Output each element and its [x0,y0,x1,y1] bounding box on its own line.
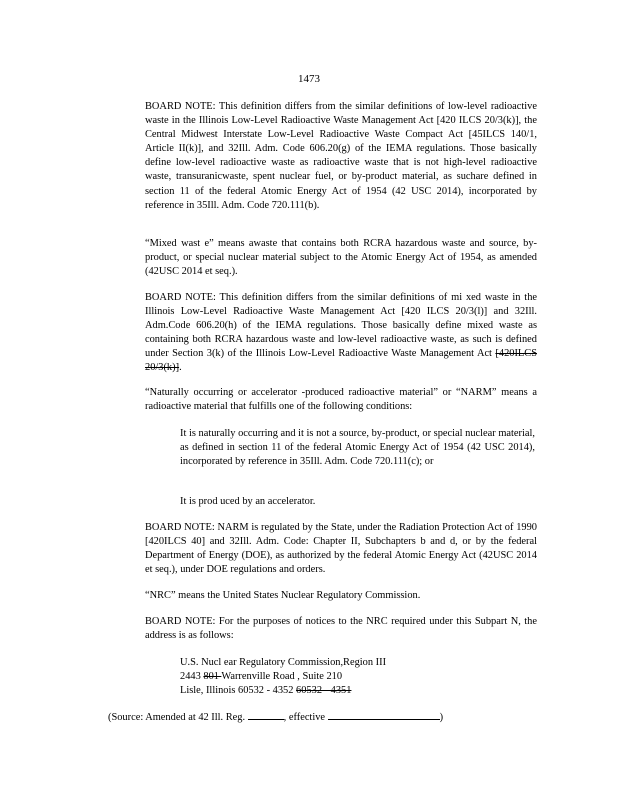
deleted-citation: [420ILCS 20/3(k)] [145,348,537,374]
definition-narm: “Naturally occurring or accelerator -produced radioactive material” or “NARM” means a radioactive material that fulfills one of the following conditions: [145,387,537,413]
address-line-3-start: Lisle, Illinois 60532 - 4352 [180,685,297,697]
address-line-2-end: Warrenville Road , Suite 210 [221,671,343,683]
board-note-mixed-waste [145,291,537,376]
source-effective: , effective [283,712,328,723]
address-line-2-start: 2443 [180,671,204,683]
board-note-low-level-waste: BOARD NOTE: This definition differs from the similar definitions of low-level radioactive waste in the Illinois Low-Level Radioactive Waste Management Act [420 ILCS 20/3(k)], the Central Midwest Interstate Low-Level Radioactive Waste Compact Act [45ILCS 140/1, Article II(k)], and 32Ill. Adm. Code 606.20(g) of the IEMA regulations. Those basically define low-level radioactive waste as radioactive waste that is not high-level radioactive waste, transuranicwaste, spent nuclear fuel, or by-product material, as suchare defined in section 11 of the federal Atomic Energy Act of 1954 (42 USC 2014), incorporated by reference in 35Ill. Adm. Code 720.111(b). [145,101,537,211]
board-note-nrc-notices: BOARD NOTE: For the purposes of notices to the NRC required under this Subpart N, the address is as follows: [145,616,537,642]
address-line-3 [180,684,480,698]
board-note-mixed-waste-text: BOARD NOTE: This definition differs from the similar definitions of mi xed waste in the Illinois Low-Level Radioactive Waste Management Act [420 ILCS 20/3(l)] and 32Ill. Adm.Code 606.20(h) of the IEMA regulations. Those basically define mixed waste as containing both RCRA hazardous waste and low-level radioactive waste, as such is defined under Section 3(k) of the Illinois Low-Level Radioactive Waste Management Act [145,292,537,360]
source-note [108,709,443,725]
address-line-2 [180,670,480,684]
register-page-blank [248,709,284,720]
narm-condition-2: It is prod uced by an accelerator. [180,496,316,507]
page-number: 1473 [298,73,320,85]
source-suffix: ) [439,712,444,723]
nrc-address [180,656,480,698]
narm-condition-1: It is naturally occurring and it is not a source, by-product, or special nuclear material, as defined in section 11 of the federal Atomic Energy Act of 1954 (42 USC 2014), incorporated by reference in 35Ill. Adm. Code 720.111(c); or [180,428,535,468]
effective-date-blank [328,709,440,720]
definition-nrc: “NRC” means the United States Nuclear Regulatory Commission. [145,590,421,601]
address-line-1: U.S. Nucl ear Regulatory Commission,Region III [180,657,387,668]
board-note-mixed-waste-end: . [179,362,182,374]
deleted-street-number: 801 [203,671,222,683]
deleted-zip-code: 60532 - 4351 [296,685,352,697]
source-prefix: (Source: Amended at 42 Ill. Reg. [108,712,248,723]
definition-mixed-waste: “Mixed wast e” means awaste that contains both RCRA hazardous waste and source, by-product, or special nuclear material subject to the Atomic Energy Act of 1954, as amended (42USC 2014 et seq.). [145,238,537,278]
board-note-narm: BOARD NOTE: NARM is regulated by the State, under the Radiation Protection Act of 1990 [420ILCS 40] and 32Ill. Adm. Code: Chapter II, Subchapters b and d, or by the federal Department of Energy (DOE), as authorized by the federal Atomic Energy Act (42USC 2014 et seq.), under DOE regulations and orders. [145,522,537,576]
